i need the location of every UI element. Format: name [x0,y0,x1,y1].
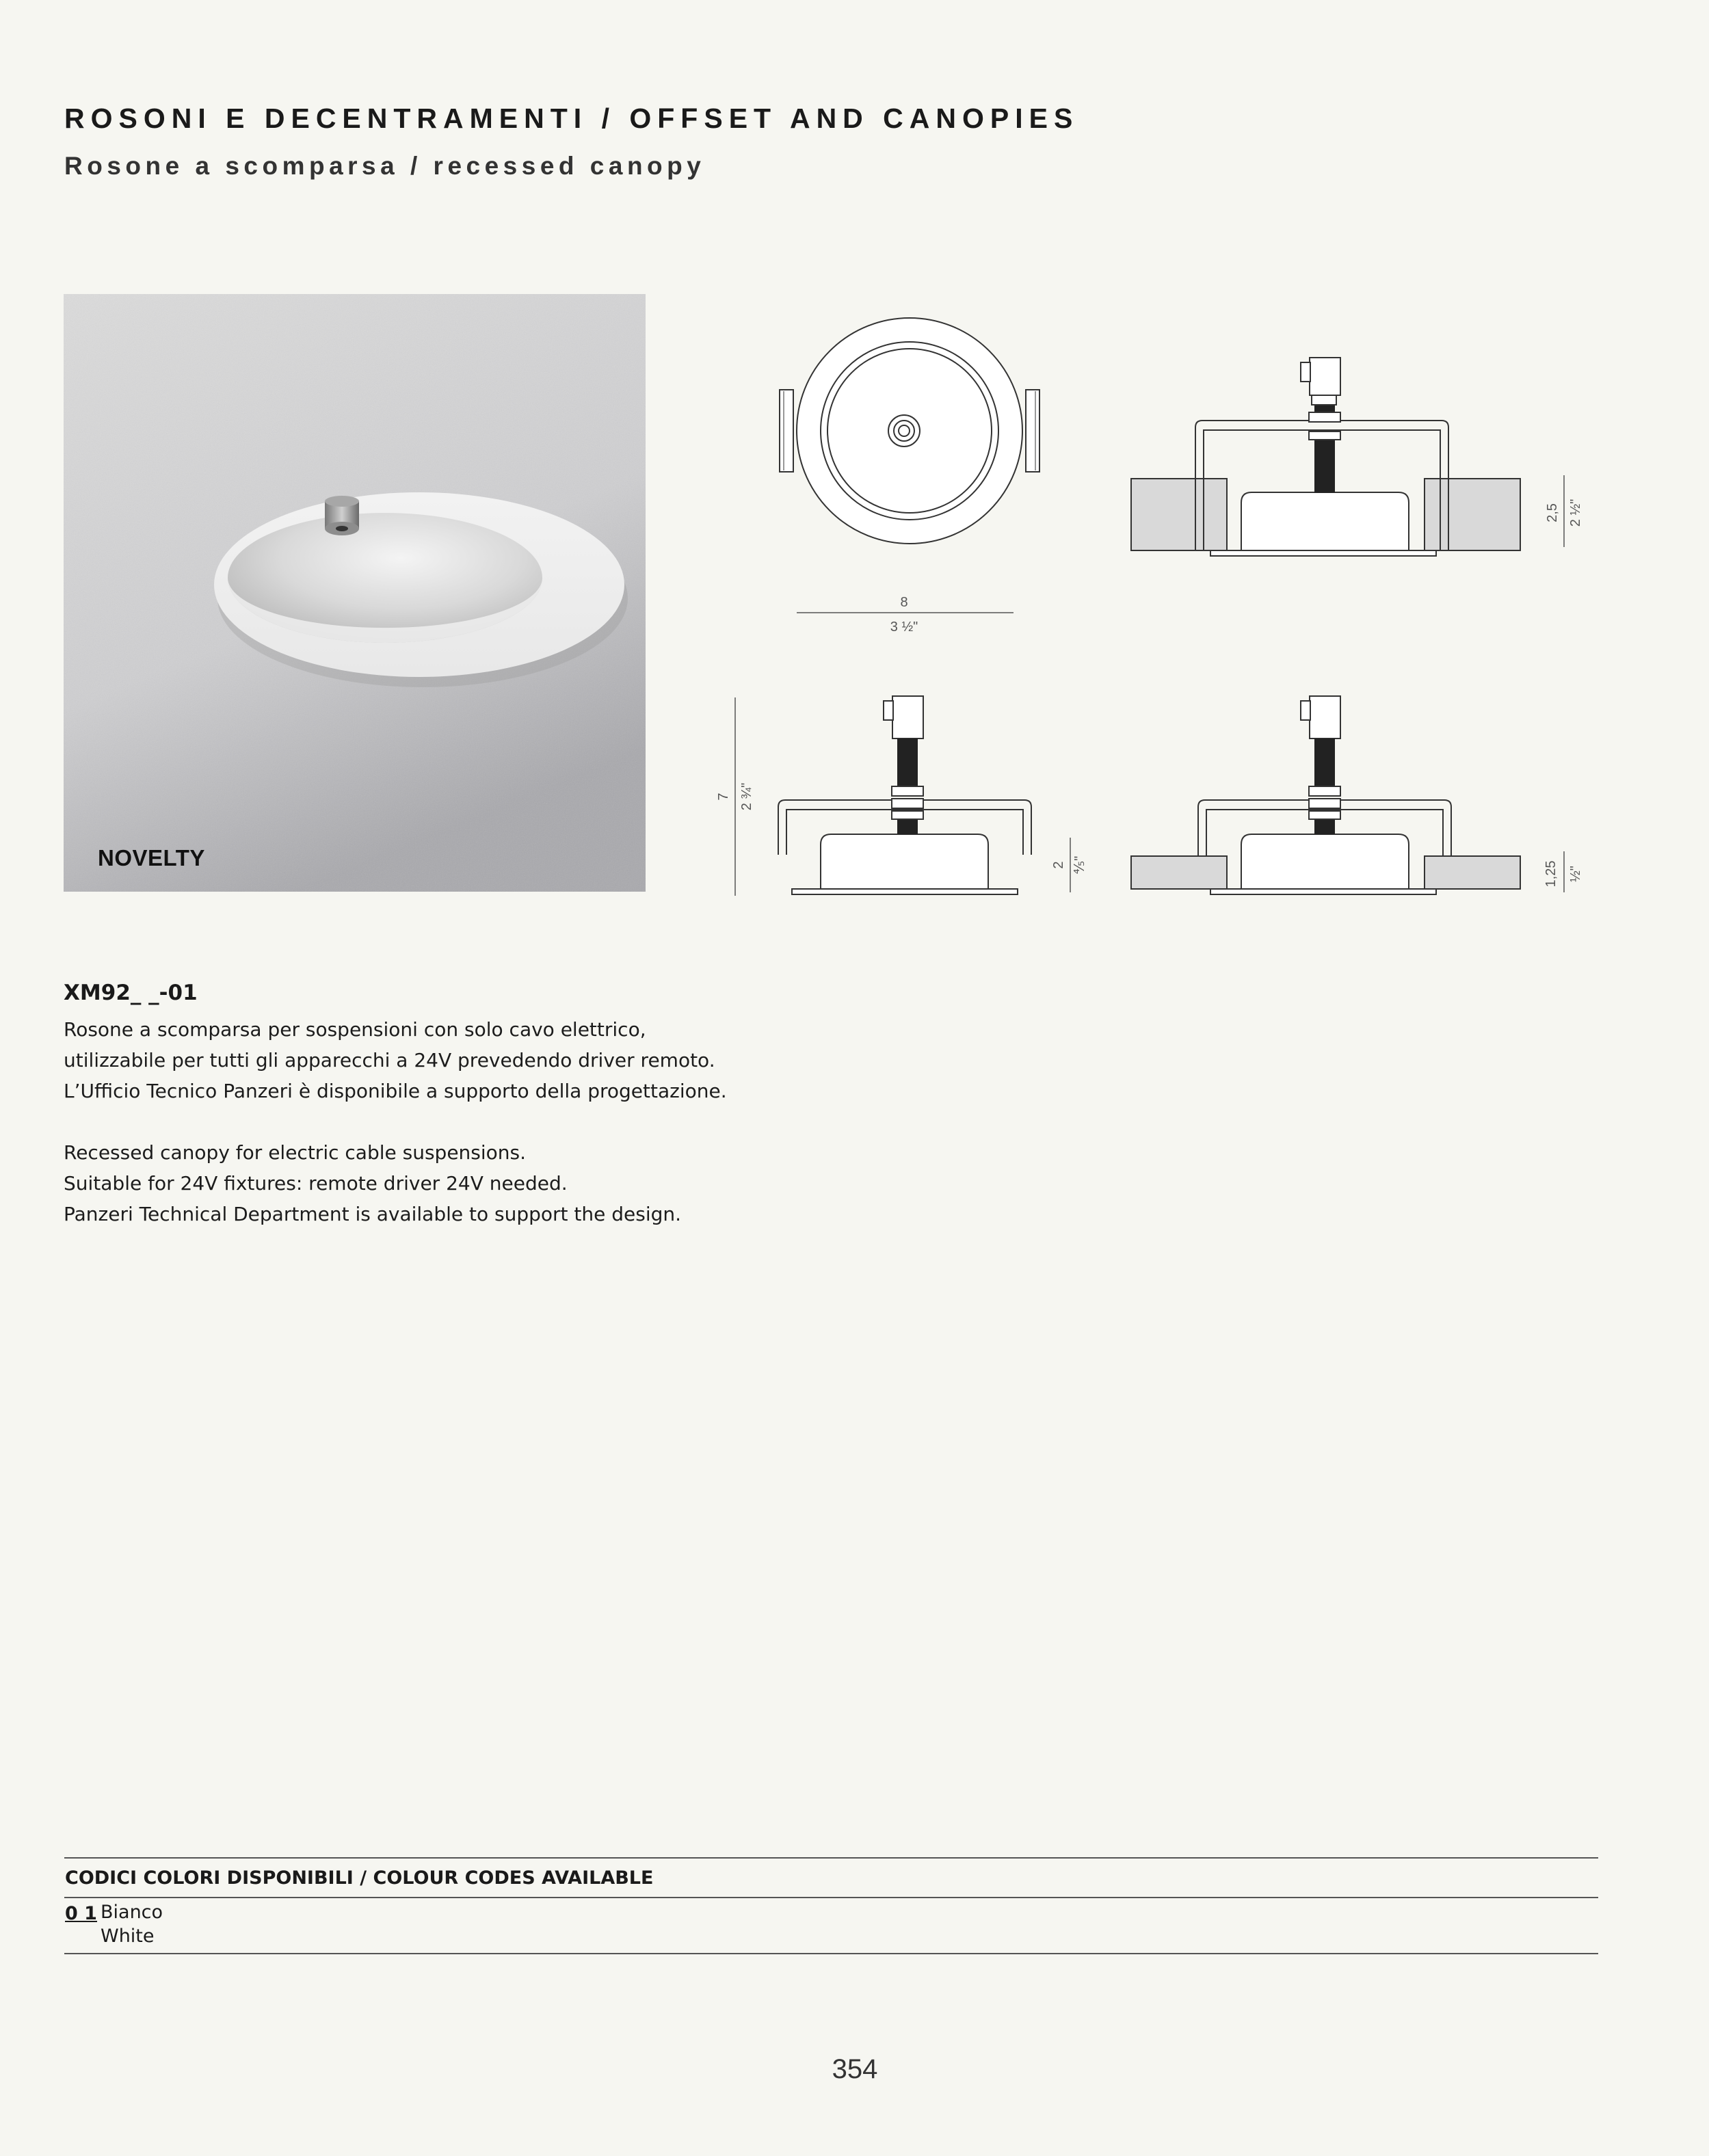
description-line: Recessed canopy for electric cable suspensions. [64,1141,527,1164]
description-line: Panzeri Technical Department is available to support the design. [64,1203,682,1225]
dim-height-c-cm: 1,25 [1544,860,1559,888]
section-drawing-a [1122,345,1614,571]
description-english [64,1137,884,1229]
section-drawing-b [711,684,1081,903]
colour-code: 0 1 [65,1903,97,1924]
divider [64,1857,1598,1859]
colour-codes-heading: CODICI COLORI DISPONIBILI / COLOUR CODES AVAILABLE [65,1867,654,1889]
description-italian [64,1014,884,1106]
top-view-drawing [766,308,1053,650]
description-line: Suitable for 24V fixtures: remote driver 24V needed. [64,1172,568,1195]
colour-code-row [65,1903,163,1948]
dim-height-a-in: 2 ½" [1568,498,1583,527]
dim-total-cm: 7 [716,793,731,801]
section-drawing-c [1122,684,1614,903]
divider [64,1953,1598,1954]
page-subtitle: Rosone a scomparsa / recessed canopy [64,152,706,180]
dim-total-in: 2 ¾" [739,782,754,811]
section-drawing-b-label [1070,834,1098,903]
dim-body-cm: 2 [1051,861,1066,869]
dim-width-in: 3 ½" [890,620,918,635]
dim-width-cm: 8 [900,595,908,610]
recessed-canopy-photo [64,294,646,892]
description-line: L’Ufficio Tecnico Panzeri è disponibile a supporto della progettazione. [64,1080,727,1102]
product-code: XM92_ _-01 [64,981,198,1005]
colour-name-english: White [101,1926,155,1947]
colour-name-italian: Bianco [101,1902,163,1923]
description-line: utilizzabile per tutti gli apparecchi a 24V prevedendo driver remoto. [64,1049,715,1072]
novelty-badge: NOVELTY [98,845,205,870]
page-title: ROSONI E DECENTRAMENTI / OFFSET AND CANOPIES [64,103,1079,134]
description-line: Rosone a scomparsa per sospensioni con solo cavo elettrico, [64,1018,646,1041]
page-number: 354 [832,2054,878,2084]
dim-body-in: ⅘" [1072,855,1087,875]
dim-height-a-cm: 2,5 [1545,503,1560,522]
dim-height-c-in: ½" [1568,866,1583,882]
divider [64,1897,1598,1898]
product-photo [64,294,646,892]
